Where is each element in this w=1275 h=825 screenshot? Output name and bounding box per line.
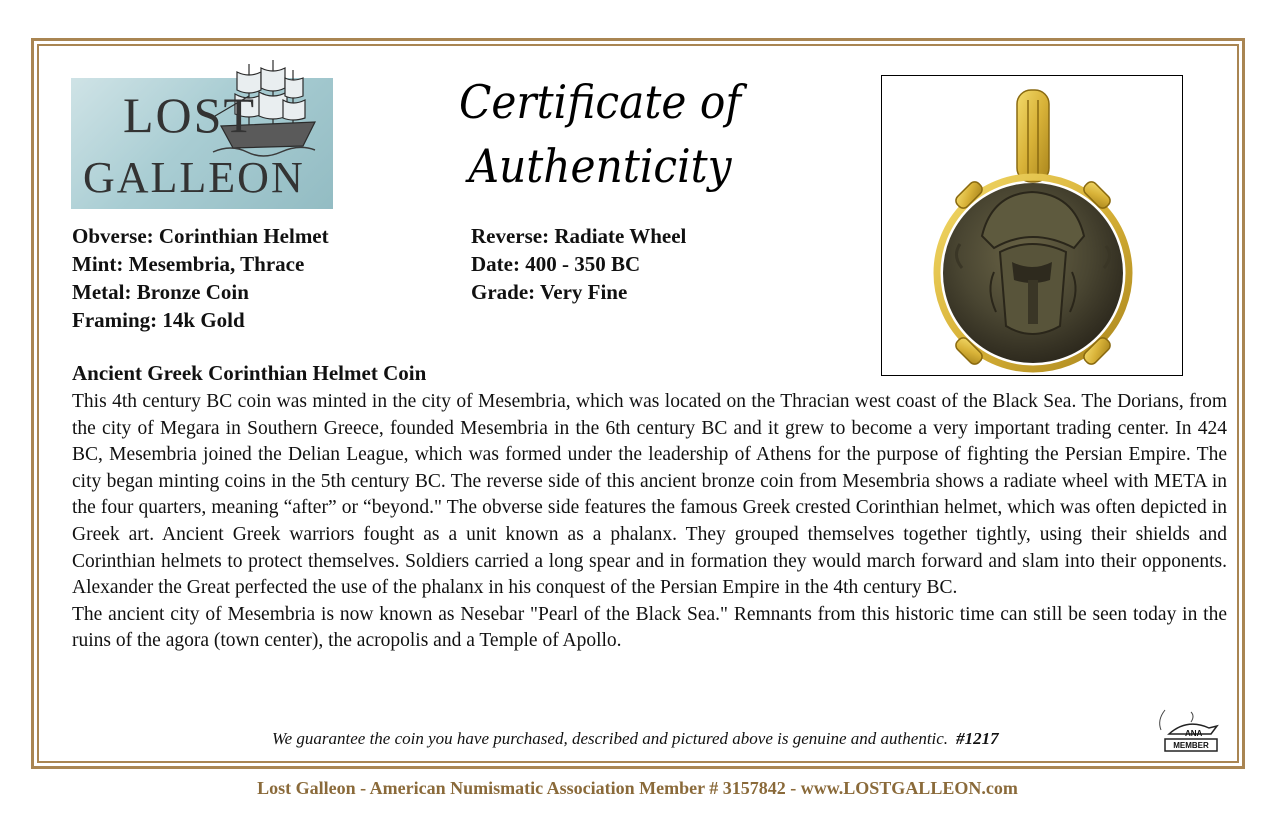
spec-date: Date: 400 - 350 BC bbox=[471, 252, 641, 276]
specs-left bbox=[72, 222, 329, 334]
logo-text-lost: LOST bbox=[123, 87, 256, 143]
certificate-number: #1217 bbox=[956, 729, 999, 748]
spec-metal: Metal: Bronze Coin bbox=[72, 280, 249, 304]
ana-badge-top: ANA bbox=[1185, 729, 1203, 738]
coin-photo bbox=[881, 75, 1183, 376]
description-paragraph-2: The ancient city of Mesembria is now known as Nesebar "Pearl of the Black Sea." Remnants from this historic time can still be seen today in the ruins of the agora (town center), the acropolis and a Temple of Apollo. bbox=[72, 603, 1227, 652]
title-line-1: Certificate of bbox=[458, 75, 742, 129]
certificate-title bbox=[453, 70, 747, 198]
spec-mint: Mint: Mesembria, Thrace bbox=[72, 252, 305, 276]
footer-text: Lost Galleon - American Numismatic Association Member # 3157842 - www.LOSTGALLEON.com bbox=[257, 778, 1018, 798]
guarantee-statement bbox=[272, 729, 999, 749]
description-paragraph-1: This 4th century BC coin was minted in the city of Mesembria, which was located on the Thracian west coast of the Black Sea. The Dorians, from the city of Megara in Southern Greece, founded Mesembria in the 6th century BC and it grew to become a very important trading center. In 424 BC, Mesembria joined the Delian League, which was formed under the leadership of Athens for the purpose of fighting the Persian Empire. The city began minting coins in the 5th century BC. The reverse side of this ancient bronze coin from Mesembria shows a radiate wheel with META in the four quarters, meaning “after” or “beyond." The obverse side features the famous Greek crested Corinthian helmet, which was often depicted in Greek art. Ancient Greek warriors fought as a unit known as a phalanx. They grouped themselves together tightly, using their shields and Corinthian helmets to protect themselves. Soldiers carried a long spear and in formation they would march forward and slam into their opponents. Alexander the Great perfected the use of the phalanx in his conquest of the Persian Empire in the 4th century BC. bbox=[72, 391, 1227, 599]
ana-badge-bottom: MEMBER bbox=[1173, 741, 1209, 750]
logo-text-galleon: GALLEON bbox=[83, 153, 305, 202]
ana-lamp-icon bbox=[1151, 706, 1223, 756]
spec-framing: Framing: 14k Gold bbox=[72, 308, 245, 332]
spec-obverse: Obverse: Corinthian Helmet bbox=[72, 224, 329, 248]
title-line-2: Authenticity bbox=[468, 139, 732, 193]
spec-grade: Grade: Very Fine bbox=[471, 280, 628, 304]
description-body bbox=[72, 389, 1227, 655]
specs-right bbox=[471, 222, 686, 306]
spec-reverse: Reverse: Radiate Wheel bbox=[471, 224, 687, 248]
description-heading: Ancient Greek Corinthian Helmet Coin bbox=[72, 361, 427, 385]
lost-galleon-logo bbox=[71, 78, 333, 209]
coin-pendant-image bbox=[882, 76, 1182, 375]
guarantee-text: We guarantee the coin you have purchased, described and pictured above is genuine and authentic. bbox=[272, 729, 949, 748]
